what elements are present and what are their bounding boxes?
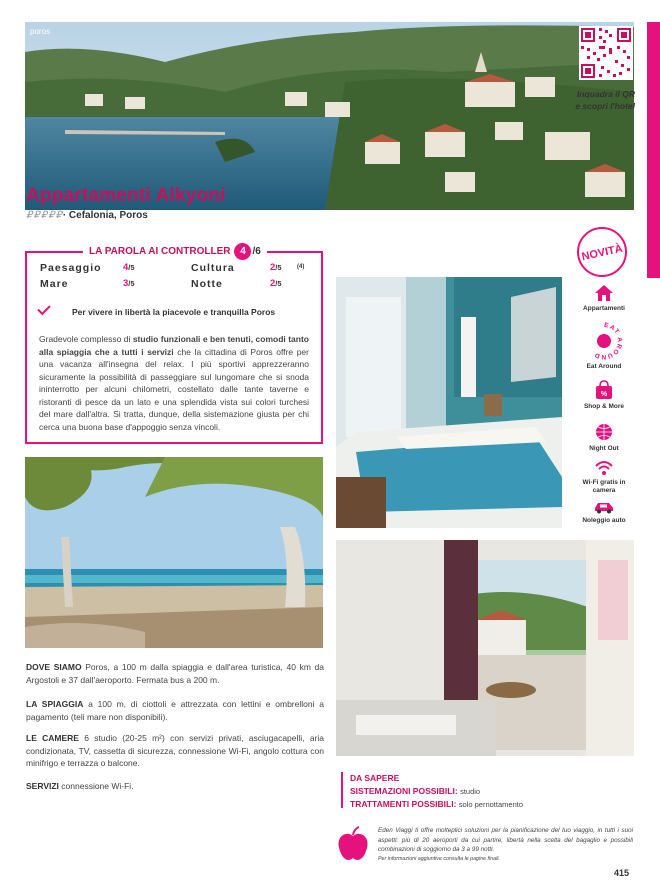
rating-label: Notte [191,278,223,290]
shopping-bag-icon [595,380,613,400]
disco-ball-icon [594,422,614,442]
da-sapere [350,772,523,811]
icon-wifi: Wi-Fi gratis in camera [575,460,633,494]
car-icon [593,500,615,514]
page-number: 415 [614,868,630,878]
controller-score: 4 [234,243,251,260]
rating-value: 3/5 [123,278,135,289]
section-spiaggia: LA SPIAGGIA a 100 m, di ciottoli e attrezzata con lettini e ombrelloni a pagamento (teli mare non disponibili). [26,699,324,722]
qr-caption [565,88,635,112]
hotel-location: · Cefalonia, Poros [62,210,148,221]
icon-night-out: Night Out [575,422,633,453]
highlight-text: Per vivere in libertà la piacevole e tranquilla Poros [72,307,276,317]
controller-title [83,243,267,257]
rating-value: 2/5 [270,262,282,273]
novita-text: NOVITÀ [580,242,624,264]
section-tab [647,22,660,278]
controller-title-text: LA PAROLA AI CONTROLLER [89,246,231,258]
section-dove-siamo: DOVE SIAMO Poros, a 100 m dalla spiaggia e dall'area turistica, 40 km da Argostoli e 37 dall'aeroporto. Fermata bus a 200 m. [26,662,325,685]
hero-caption: poros [30,27,51,36]
qr-code[interactable] [579,26,633,80]
icon-noleggio: Noleggio auto [575,500,633,525]
beach-photo [25,457,323,648]
room-photo-1 [336,277,562,528]
sapere-divider [341,772,343,808]
rating-value: 2/5 [270,278,282,289]
hero-photo [25,22,634,210]
icon-shop: % Shop & More [575,380,633,411]
sapere-title: DA SAPERE [350,773,400,783]
qr-line-2: e scopri l'hotel [575,101,635,111]
section-camere: LE CAMERE 6 studio (20-25 m²) con servizi privati, asciugacapelli, aria condizionata, TV, cassetta di sicurezza, connessione Wi-Fi, angolo cottura con minifrigo e terrazza o balcone. [26,733,324,769]
controller-score-den: /6 [252,246,261,258]
section-servizi: SERVIZI connessione Wi-Fi. [26,781,134,791]
hotel-description: Gradevole complesso di studio funzionali e ben tenuti, comodi tanto alla spiaggia che a tutti i servizi che la cittadina di Poros offre per una vacanza all'insegna del relax. I più sportivi apprezzeranno sicuramente la possibilità di passeggiare sul lungomare che si snoda ininterrotto per alcuni chilometri, costellato dalle tante taverne e ristoranti di pesce da un lato e una splendida vista sui colori turchesi del mare dall'altra. Si tratta, dunque, della sistemazione giusta per chi cerca una buona base d'appoggio senza vincoli. [39,334,309,432]
hotel-subtitle [26,210,148,221]
room-photo-2 [336,540,634,756]
svg-text:%: % [600,391,608,398]
rating-label: Paesaggio [40,262,102,274]
rating-footnote: (4) [297,264,305,270]
sapere-trattamenti: TRATTAMENTI POSSIBILI: solo pernottamento [350,799,523,809]
novita-badge [576,226,628,278]
rating-value: 4/5 [123,262,135,273]
hotel-name: Appartamenti Alkyoni [26,185,226,206]
rating-label: Cultura [191,262,235,274]
rating-marks: ₽₽₽₽₽ [26,210,63,221]
rating-label: Mare [40,278,69,290]
icon-eat-around: EAT AROUND Eat Around [586,322,623,370]
apple-logo-icon [336,826,370,867]
house-icon [594,284,614,302]
qr-line-1: Inquadra il QR [576,89,635,99]
footer-note: Per informazioni aggiuntive consulta le pagine finali. [378,856,500,862]
wifi-icon [595,460,613,476]
footer-text: Eden Viaggi ti offre molteplici soluzioni per la pianificazione del tuo viaggio, in tutti i suoi aspetti: più di 20 aeroporti da cui partire, libertà nella scelta del bagaglio e possibili combinazioni di soggiorno da 3 a 99 notti. [378,827,633,853]
sapere-sistemazioni: SISTEMAZIONI POSSIBILI: studio [350,786,481,796]
icon-appartamenti: Appartamenti [575,284,633,313]
svg-text:EAT AROUND: EAT AROUND [593,322,623,360]
eat-around-icon [585,322,623,360]
